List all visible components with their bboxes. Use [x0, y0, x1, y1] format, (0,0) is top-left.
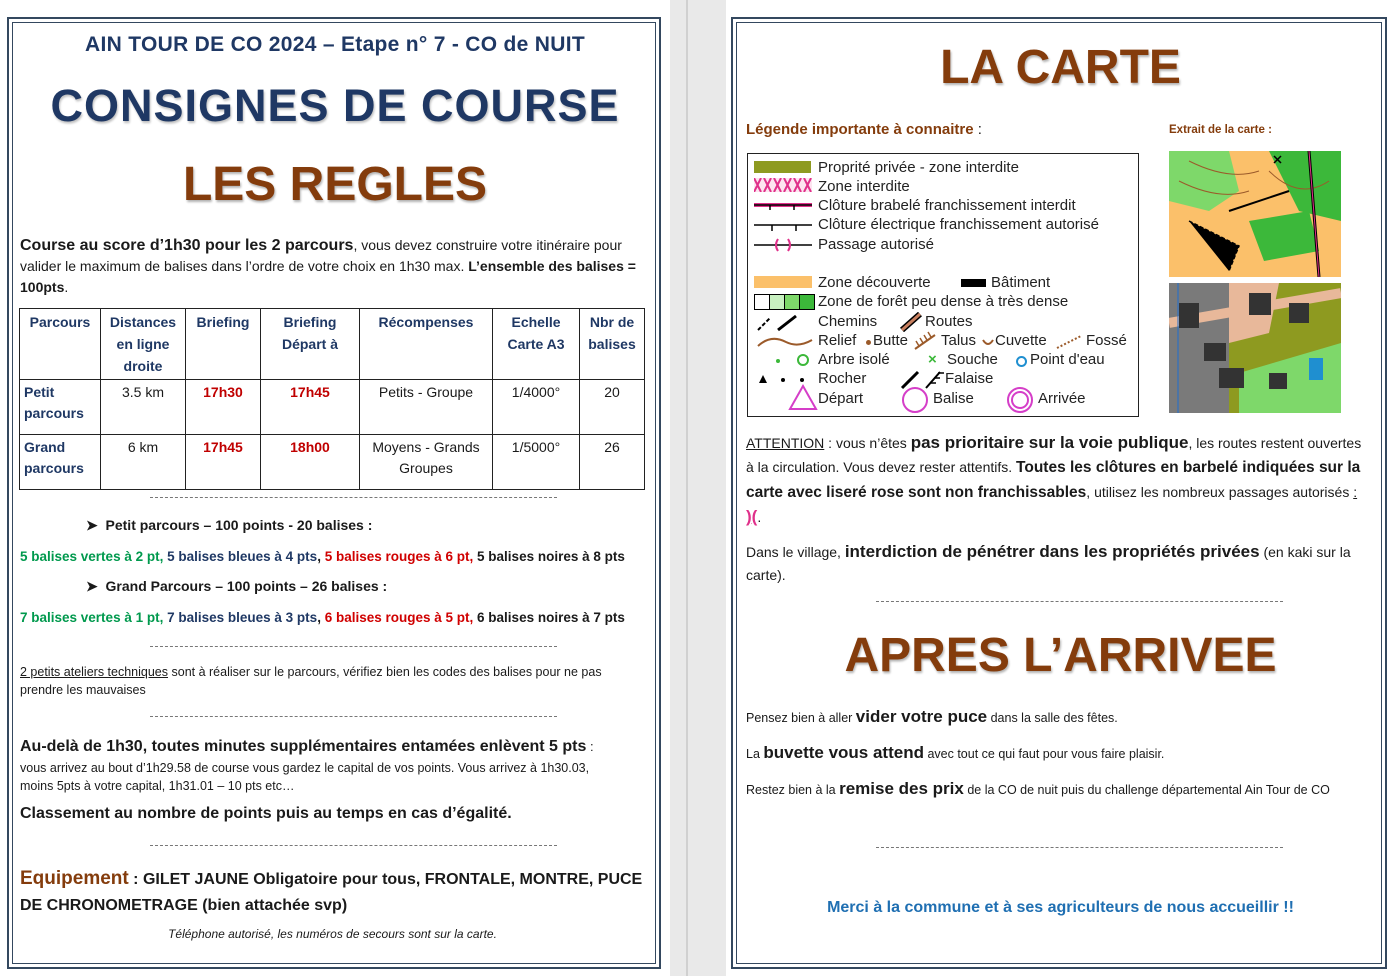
ateliers-note [20, 663, 640, 699]
arrow-bullet-icon: ➤ [86, 578, 98, 594]
legend-label: Routes [925, 313, 973, 330]
ateliers-underlined: 2 petits ateliers techniques [20, 665, 169, 679]
grand-heading [86, 576, 387, 597]
penalty-colon: : [586, 739, 594, 754]
table-row [20, 435, 645, 490]
cell-echelle: 1/5000° [493, 435, 580, 490]
cell-parcours: Grand parcours [20, 435, 101, 490]
cell-distance: 6 km [101, 435, 186, 490]
ateliers-rest: sont à réaliser sur le parcours, vérifiez bien les codes des balises pour ne pas prendre les mauvaises [20, 665, 602, 697]
thanks-message: Merci à la commune et à ses agriculteurs de nous accueillir !! [827, 899, 1294, 916]
intro-bold: Course au score d’1h30 pour les 2 parcours [20, 237, 354, 254]
road-icon [900, 312, 924, 332]
forest-very-dense-swatch [799, 294, 815, 310]
legend-label: Butte [873, 332, 909, 349]
grand-heading-text: Grand Parcours – 100 points – 26 balises : [105, 578, 388, 594]
cell-briefing: 17h30 [186, 380, 261, 435]
cell-balises: 20 [580, 380, 645, 435]
legend-label: Fossé [1086, 332, 1127, 349]
embankment-icon [913, 331, 941, 351]
phone-note: Téléphone autorisé, les numéros de secours sont sur la carte. [168, 927, 497, 941]
buvette-line [746, 743, 1164, 763]
separator [876, 601, 1283, 602]
petit-green: 5 balises vertes à 2 pt, [20, 549, 164, 564]
attention-text-1: : vous n’êtes [824, 435, 911, 451]
private-zone-swatch [754, 161, 811, 173]
grand-green: 7 balises vertes à 1 pt, [20, 610, 164, 625]
prix-text-2: de la CO de nuit puis du challenge départemental Ain Tour de CO [963, 783, 1330, 797]
separator [150, 845, 557, 846]
th-briefing-depart: Briefing Départ à [261, 309, 360, 380]
legend-heading [746, 121, 982, 138]
legend-label: Rocher [818, 370, 867, 387]
forbidden-zone-swatch [754, 178, 812, 192]
legend-label: Proprité privée - zone interdite [818, 159, 1019, 176]
forest-light-swatch [754, 294, 770, 310]
crossing-symbol: )( [746, 507, 758, 526]
legend-label: Relief [818, 332, 857, 349]
relief-contour-icon [756, 334, 814, 350]
cell-depart: 17h45 [261, 380, 360, 435]
forest-medium-swatch [769, 294, 785, 310]
penalty-detail: vous arrivez au bout d’1h29.58 de course vous gardez le capital de vos points. Vous arrivez à 1h30.03, moins 5pts à votre capital, 1h31.01 – 10 pts etc… [20, 761, 590, 793]
puce-text-2: dans la salle des fêtes. [987, 711, 1118, 725]
section-title-regles: LES REGLES [182, 158, 488, 211]
left-page [0, 0, 670, 976]
petit-heading-text: Petit parcours – 100 points - 20 balises : [105, 517, 373, 533]
legend-label: Arrivée [1038, 390, 1086, 407]
attention-bold-1: pas prioritaire sur la voie publique [910, 433, 1189, 452]
grand-balises-line: 7 balises vertes à 1 pt, 7 balises bleues à 3 pts, 6 balises rouges à 5 pt, 6 balises noires à 7 pts [20, 610, 625, 625]
buvette-text-1: La [746, 747, 764, 761]
puce-line [746, 707, 1118, 727]
legend-label: Cuvette [995, 332, 1047, 349]
main-title: CONSIGNES DE COURSE [50, 80, 620, 131]
legend-label: Zone interdite [818, 178, 910, 195]
legend-label: Talus [941, 332, 977, 349]
event-title: AIN TOUR DE CO 2024 – Etape n° 7 - CO de NUIT [85, 33, 585, 56]
penalty-rule [20, 737, 645, 757]
paths-icon [756, 314, 806, 332]
grand-red: 6 balises rouges à 5 pt, [324, 610, 474, 625]
attention-end: . [757, 509, 762, 525]
legend-label: Falaise [945, 370, 994, 387]
classement: Classement au nombre de points puis au temps en cas d’égalité. [20, 805, 512, 822]
legend-label: Bâtiment [991, 274, 1051, 291]
isolated-tree-icon [797, 354, 809, 366]
petit-balises-line: 5 balises vertes à 2 pt, 5 balises bleues à 4 pts, 5 balises rouges à 6 pt, 5 balises noires à 8 pts [20, 549, 625, 564]
legend-label: Arbre isolé [818, 351, 890, 368]
petit-blue: 5 balises bleues à 4 pts [167, 549, 318, 564]
section-title-apres: APRES L’ARRIVEE [844, 629, 1277, 682]
finish-circle-icon [1006, 386, 1034, 414]
open-zone-swatch [754, 276, 812, 288]
equipement-text: : GILET JAUNE Obligatoire pour tous, FRONTALE, MONTRE, PUCE DE CHRONOMETRAGE (bien attachée svp) [20, 871, 643, 914]
grand-black: 6 balises noires à 7 pts [477, 610, 625, 625]
legend-label: Zone découverte [818, 274, 931, 291]
control-circle-icon [901, 386, 929, 414]
prix-text-1: Restez bien à la [746, 783, 840, 797]
prix-line [746, 779, 1330, 799]
attention-bold-2: Toutes les clôtures en barbelé indiquées sur la carte avec liseré rose sont non franchissables [746, 459, 1361, 501]
petit-black: 5 balises noires à 8 pts [477, 549, 625, 564]
cell-parcours: Petit parcours [20, 380, 101, 435]
cell-distance: 3.5 km [101, 380, 186, 435]
small-tree-icon [776, 359, 780, 363]
map-legend [747, 153, 1139, 417]
cell-balises: 26 [580, 435, 645, 490]
attention-text-2: , les routes restent ouvertes à la circulation. Vous devez rester attentifs. [746, 435, 1362, 475]
penalty-bold: Au-delà de 1h30, toutes minutes supplémentaires entamées enlèvent 5 pts [20, 738, 587, 755]
map-extract-village-image [1169, 283, 1341, 413]
legend-label: Point d'eau [1030, 351, 1105, 368]
cell-depart: 18h00 [261, 435, 360, 490]
puce-text-1: Pensez bien à aller [746, 711, 856, 725]
cell-echelle: 1/4000° [493, 380, 580, 435]
legend-label: Souche [947, 351, 998, 368]
legend-label: Zone de forêt peu dense à très dense [818, 293, 1069, 310]
forest-dense-swatch [784, 294, 800, 310]
separator [150, 646, 557, 647]
intro-bold2: L’ensemble des balises = 100pts [20, 258, 636, 295]
map-extract-forest-image [1169, 151, 1341, 277]
building-swatch [961, 279, 986, 287]
th-distances: Distances en ligne droite [101, 309, 186, 380]
puce-bold: vider votre puce [855, 707, 988, 726]
table-header-row [20, 309, 645, 380]
attention-colon: : [1353, 484, 1358, 500]
th-briefing: Briefing [186, 309, 261, 380]
start-triangle-icon [788, 384, 818, 412]
barbed-fence-icon [754, 198, 812, 212]
petit-red: 5 balises rouges à 6 pt, [324, 549, 474, 564]
equipement [20, 866, 650, 919]
prix-bold: remise des prix [839, 779, 964, 798]
th-echelle: Echelle Carte A3 [493, 309, 580, 380]
electric-fence-icon [754, 218, 812, 232]
separator [150, 716, 557, 717]
intro-rest: , vous devez construire votre itinéraire pour valider le maximum de balises dans l’ordre de votre choix en 1h30 max. [20, 237, 622, 274]
buvette-bold: buvette vous attend [763, 743, 924, 762]
cell-recompenses: Moyens - Grands Groupes [360, 435, 493, 490]
courses-table [19, 308, 645, 490]
buvette-text-2: avec tout ce qui faut pour vous faire plaisir. [923, 747, 1165, 761]
legend-heading-text: Légende importante à connaitre [746, 121, 974, 138]
th-recompenses: Récompenses [360, 309, 493, 380]
intro-end: . [64, 279, 69, 295]
legend-colon: : [973, 121, 982, 138]
depression-icon [982, 338, 994, 348]
grand-blue: 7 balises bleues à 3 pts [167, 610, 318, 625]
legend-label: Clôture brabelé franchissement interdit [818, 197, 1076, 214]
water-point-icon [1016, 356, 1027, 367]
legend-label: Chemins [818, 313, 878, 330]
village-bold: interdiction de pénétrer dans les propriétés privées [844, 542, 1260, 561]
knoll-icon [866, 340, 871, 345]
attention-text-3: , utilisez les nombreux passages autorisés [1086, 484, 1354, 500]
legend-label: Départ [818, 390, 864, 407]
village-paragraph [746, 540, 1366, 587]
th-nbr-balises: Nbr de balises [580, 309, 645, 380]
page-gutter-divider [686, 0, 688, 976]
legend-label: Clôture électrique franchissement autorisé [818, 216, 1099, 233]
legend-label: Balise [933, 390, 974, 407]
legend-label: Passage autorisé [818, 236, 934, 253]
crossing-point-icon [754, 237, 812, 253]
section-title-carte: LA CARTE [940, 41, 1181, 94]
cell-recompenses: Petits - Groupe [360, 380, 493, 435]
intro-paragraph [20, 235, 640, 298]
attention-paragraph [746, 431, 1366, 529]
arrow-bullet-icon: ➤ [86, 517, 98, 533]
ditch-icon [1055, 334, 1083, 350]
separator [876, 847, 1283, 848]
equipement-label: Equipement [20, 868, 129, 889]
extract-label: Extrait de la carte : [1169, 124, 1272, 136]
table-row [20, 380, 645, 435]
separator [150, 497, 557, 498]
stump-icon: × [928, 351, 937, 368]
th-parcours: Parcours [20, 309, 101, 380]
village-text-2: (en kaki sur la carte). [746, 544, 1351, 583]
petit-heading [86, 515, 372, 536]
cell-briefing: 17h45 [186, 435, 261, 490]
village-text-1: Dans le village, [746, 544, 845, 560]
attention-label: ATTENTION [746, 435, 825, 451]
